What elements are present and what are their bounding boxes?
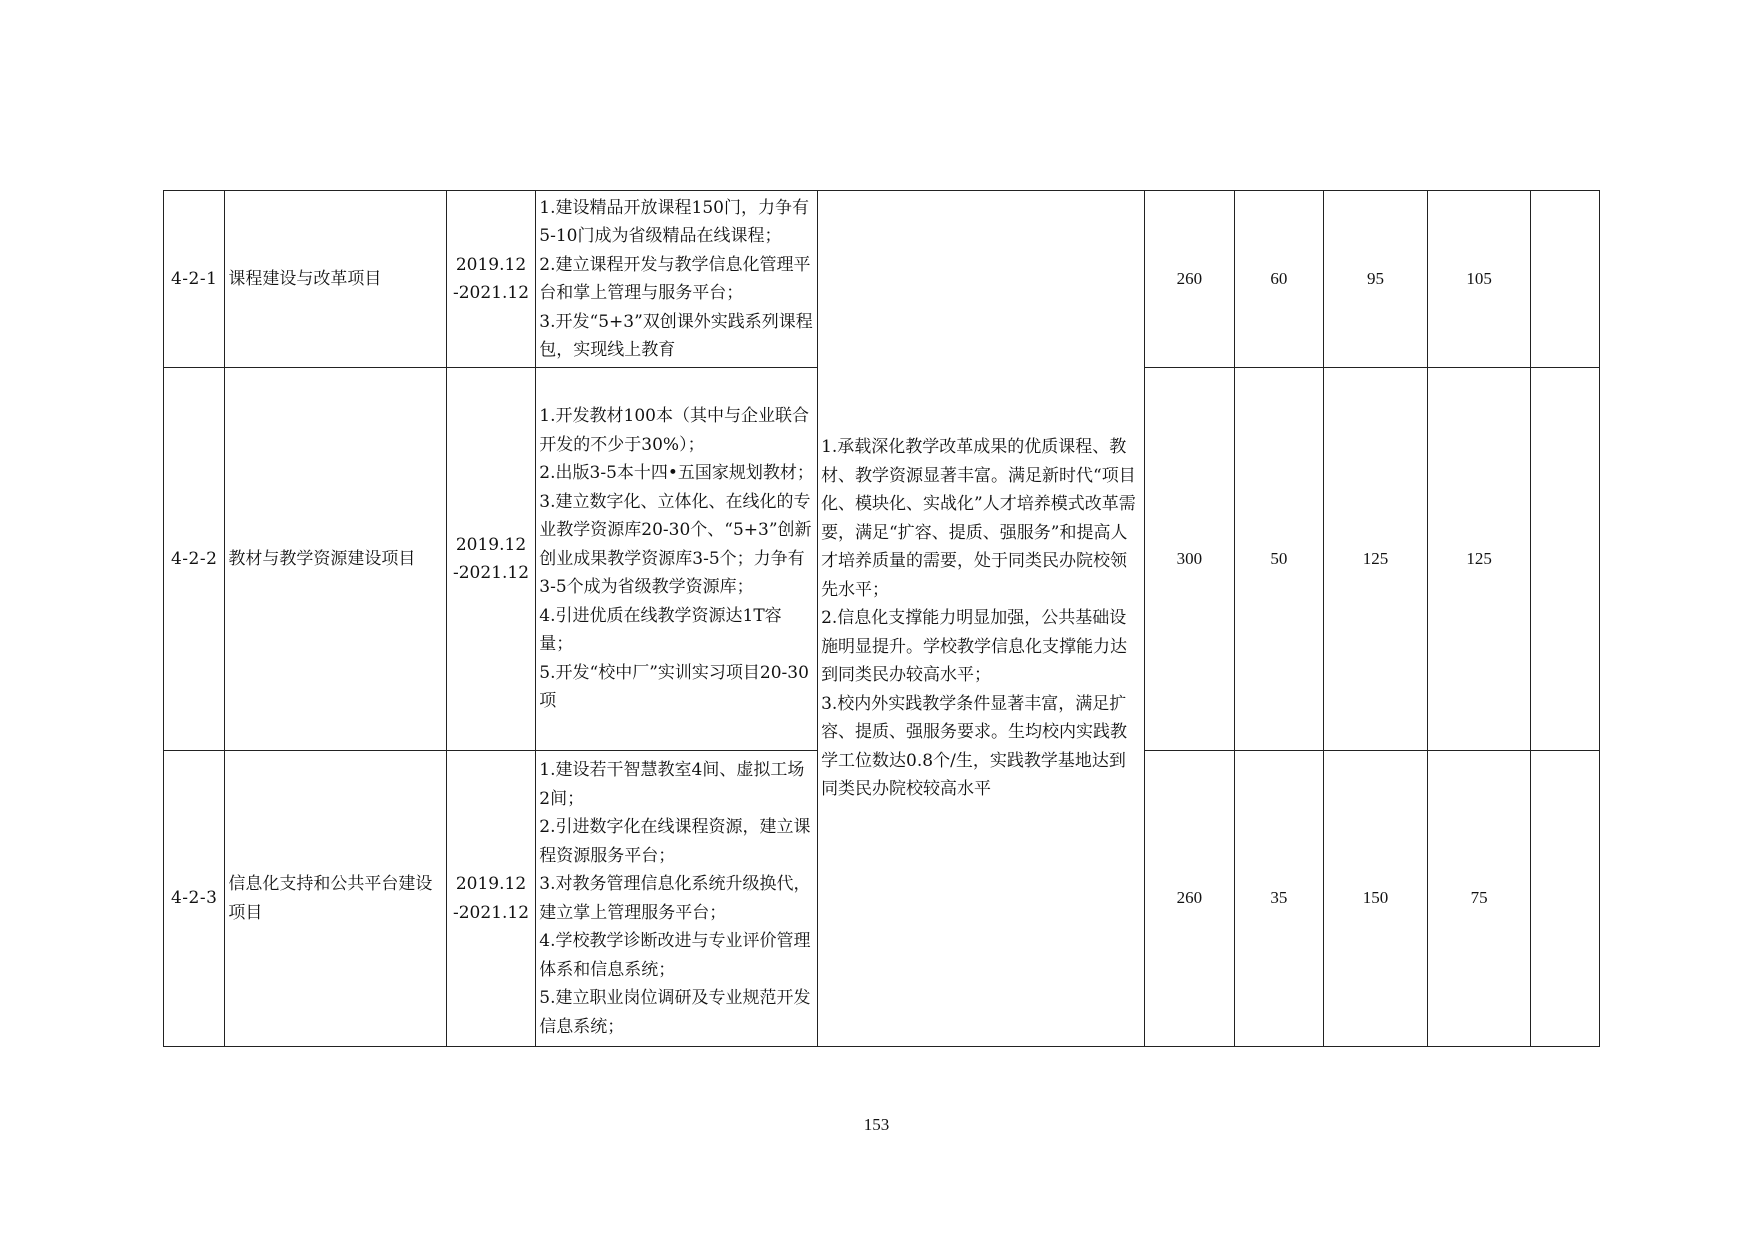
- task-item: 3.开发“5+3”双创课外实践系列课程包，实现线上教育: [539, 311, 813, 360]
- budget-cell: 125: [1427, 368, 1531, 751]
- task-item: 2.出版3-5本十四•五国家规划教材；: [539, 463, 814, 484]
- budget-total-cell: 300: [1145, 368, 1235, 751]
- table-row: [164, 191, 1600, 368]
- budget-cell: 125: [1324, 368, 1428, 751]
- task-item: 1.建设若干智慧教室4间、虚拟工场2间；: [539, 760, 805, 809]
- task-item: 4.引进优质在线教学资源达1T容量；: [539, 605, 782, 655]
- budget-cell: 60: [1234, 191, 1324, 368]
- note-cell: [1531, 191, 1600, 368]
- task-item: 5.建立职业岗位调研及专业规范开发信息系统；: [539, 988, 811, 1037]
- project-tasks-cell: [536, 751, 818, 1047]
- page-number: 153: [863, 1115, 890, 1134]
- project-name-cell: 教材与教学资源建设项目: [225, 368, 446, 751]
- project-period-cell: [446, 191, 536, 368]
- budget-cell: 95: [1324, 191, 1428, 368]
- project-period-cell: [446, 751, 536, 1047]
- task-item: 3.对教务管理信息化系统升级换代，建立掌上管理服务平台；: [539, 874, 811, 923]
- note-cell: [1531, 751, 1600, 1047]
- goal-item: 3.校内外实践教学条件显著丰富，满足扩容、提质、强服务要求。生均校内实践教学工位数达0.8个/生，实践教学基地达到同类民办院校较高水平: [821, 693, 1128, 800]
- task-item: 3.建立数字化、立体化、在线化的专业教学资源库20-30个、“5+3”创新创业成果教学资源库3-5个；力争有3-5个成为省级教学资源库；: [539, 491, 812, 598]
- task-item: 2.建立课程开发与教学信息化管理平台和掌上管理与服务平台；: [539, 254, 811, 303]
- goal-item: 1.承载深化教学改革成果的优质课程、教材、教学资源显著丰富。满足新时代“项目化、模块化、实战化”人才培养模式改革需要，满足“扩容、提质、强服务”和提高人才培养质量的需要，处于同类民办院校领先水平；: [821, 437, 1136, 600]
- task-item: 2.引进数字化在线课程资源，建立课程资源服务平台；: [539, 817, 811, 866]
- goal-item: 2.信息化支撑能力明显加强，公共基础设施明显提升。学校教学信息化支撑能力达到同类民办较高水平；: [821, 608, 1128, 686]
- budget-cell: 105: [1427, 191, 1531, 368]
- project-name-cell: 课程建设与改革项目: [225, 191, 446, 368]
- period-end: -2021.12: [453, 902, 530, 923]
- project-code-cell: 4-2-2: [164, 368, 225, 751]
- project-tasks-cell: [536, 368, 818, 751]
- budget-cell: 75: [1427, 751, 1531, 1047]
- period-start: 2019.12: [455, 874, 527, 894]
- budget-total-cell: 260: [1145, 751, 1235, 1047]
- period-end: -2021.12: [453, 563, 530, 583]
- period-start: 2019.12: [455, 534, 527, 555]
- task-item: 5.开发“校中厂”实训实习项目20-30项: [539, 662, 809, 712]
- budget-cell: 150: [1324, 751, 1428, 1047]
- project-table: [163, 190, 1600, 1047]
- project-name-cell: 信息化支持和公共平台建设项目: [225, 751, 446, 1047]
- budget-cell: 50: [1234, 368, 1324, 751]
- project-tasks-cell: [536, 191, 818, 368]
- task-item: 4.学校教学诊断改进与专业评价管理体系和信息系统；: [539, 931, 811, 980]
- budget-total-cell: 260: [1145, 191, 1235, 368]
- task-item: 1.建设精品开放课程150门，力争有5-10门成为省级精品在线课程；: [539, 197, 809, 246]
- note-cell: [1531, 368, 1600, 751]
- task-item: 1.开发教材100本（其中与企业联合开发的不少于30%）；: [539, 406, 809, 455]
- project-code-cell: 4-2-1: [164, 191, 225, 368]
- project-code-cell: 4-2-3: [164, 751, 225, 1047]
- goals-cell: [818, 191, 1145, 1047]
- period-start: 2019.12: [455, 254, 527, 275]
- budget-cell: 35: [1234, 751, 1324, 1047]
- period-end: -2021.12: [453, 283, 530, 303]
- project-period-cell: [446, 368, 536, 751]
